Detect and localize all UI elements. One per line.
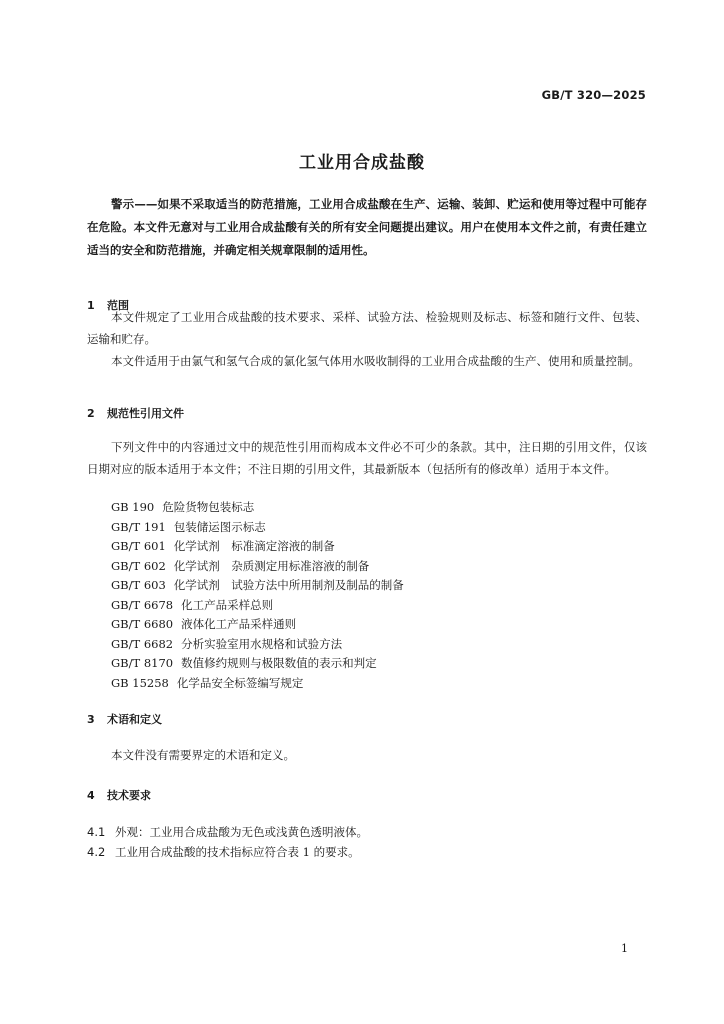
normative-intro: 下列文件中的内容通过文中的规范性引用而构成本文件必不可少的条款。其中，注日期的引用文件，仅该日期对应的版本适用于本文件；不注日期的引用文件，其最新版本（包括所有的修改单）适用于本文件。 [87, 440, 647, 476]
section-number: 3 [87, 713, 95, 726]
reference-code: GB/T 191 [111, 519, 166, 534]
list-item [111, 557, 404, 577]
section-title: 术语和定义 [107, 713, 162, 726]
clause-4-2 [87, 842, 647, 862]
list-item [111, 518, 404, 538]
section-heading-normative [87, 405, 184, 421]
reference-title: 化工产品采样总则 [181, 597, 274, 612]
reference-code: GB/T 6680 [111, 617, 174, 631]
scope-paragraph-1: 本文件规定了工业用合成盐酸的技术要求、采样、试验方法、检验规则及标志、标签和随行文件、包装、运输和贮存。 [87, 310, 647, 346]
section-title: 范围 [107, 299, 129, 312]
reference-title: 数值修约规则与极限数值的表示和判定 [181, 656, 377, 670]
document-title: 工业用合成盐酸 [299, 153, 425, 173]
list-item [111, 615, 404, 635]
section-number: 4 [87, 789, 95, 802]
section-heading-requirements [87, 787, 151, 803]
reference-title: 分析实验室用水规格和试验方法 [181, 636, 343, 651]
reference-list [111, 498, 404, 693]
reference-title: 化学品安全标签编写规定 [176, 675, 304, 690]
section-title: 规范性引用文件 [107, 407, 184, 420]
standard-number: GB/T 320—2025 [541, 88, 646, 102]
page-number: 1 [621, 942, 628, 955]
scope-paragraph-2: 本文件适用于由氯气和氢气合成的氯化氢气体用水吸收制得的工业用合成盐酸的生产、使用和质量控制。 [111, 354, 640, 368]
reference-title: 化学试剂 标准滴定溶液的制备 [173, 539, 335, 553]
section-heading-terms [87, 711, 162, 727]
clause-number: 4.2 [87, 845, 106, 859]
warning-paragraph: 警示——如果不采取适当的防范措施，工业用合成盐酸在生产、运输、装卸、贮运和使用等过程中可能存在危险。本文件无意对与工业用合成盐酸有关的所有安全问题提出建议。用户在使用本文件之前，有责任建立适当的安全和防范措施，并确定相关规章限制的适用性。 [87, 197, 647, 257]
clause-text: 工业用合成盐酸的技术指标应符合表 1 的要求。 [115, 845, 360, 859]
reference-code: GB 190 [111, 500, 155, 514]
reference-code: GB 15258 [111, 675, 169, 690]
terms-paragraph: 本文件没有需要界定的术语和定义。 [111, 748, 295, 762]
reference-code: GB/T 8170 [111, 656, 174, 670]
list-item [111, 576, 404, 596]
clause-text: 外观：工业用合成盐酸为无色或浅黄色透明液体。 [115, 825, 368, 839]
list-item [111, 596, 404, 616]
list-item [111, 654, 404, 674]
reference-code: GB/T 602 [111, 558, 166, 573]
list-item [111, 635, 404, 655]
section-title: 技术要求 [107, 789, 151, 802]
reference-title: 化学试剂 杂质测定用标准溶液的制备 [173, 558, 370, 573]
list-item [111, 498, 404, 518]
list-item [111, 537, 404, 557]
clause-number: 4.1 [87, 825, 106, 839]
reference-title: 化学试剂 试验方法中所用制剂及制品的制备 [173, 578, 404, 592]
reference-code: GB/T 601 [111, 539, 166, 553]
reference-title: 液体化工产品采样通则 [181, 617, 297, 631]
reference-code: GB/T 6678 [111, 597, 174, 612]
reference-title: 包装储运图示标志 [173, 519, 266, 534]
list-item [111, 674, 404, 694]
section-number: 1 [87, 299, 95, 312]
clause-4-1 [87, 822, 647, 842]
reference-title: 危险货物包装标志 [162, 500, 255, 514]
section-number: 2 [87, 407, 95, 420]
reference-code: GB/T 6682 [111, 636, 174, 651]
reference-code: GB/T 603 [111, 578, 166, 592]
